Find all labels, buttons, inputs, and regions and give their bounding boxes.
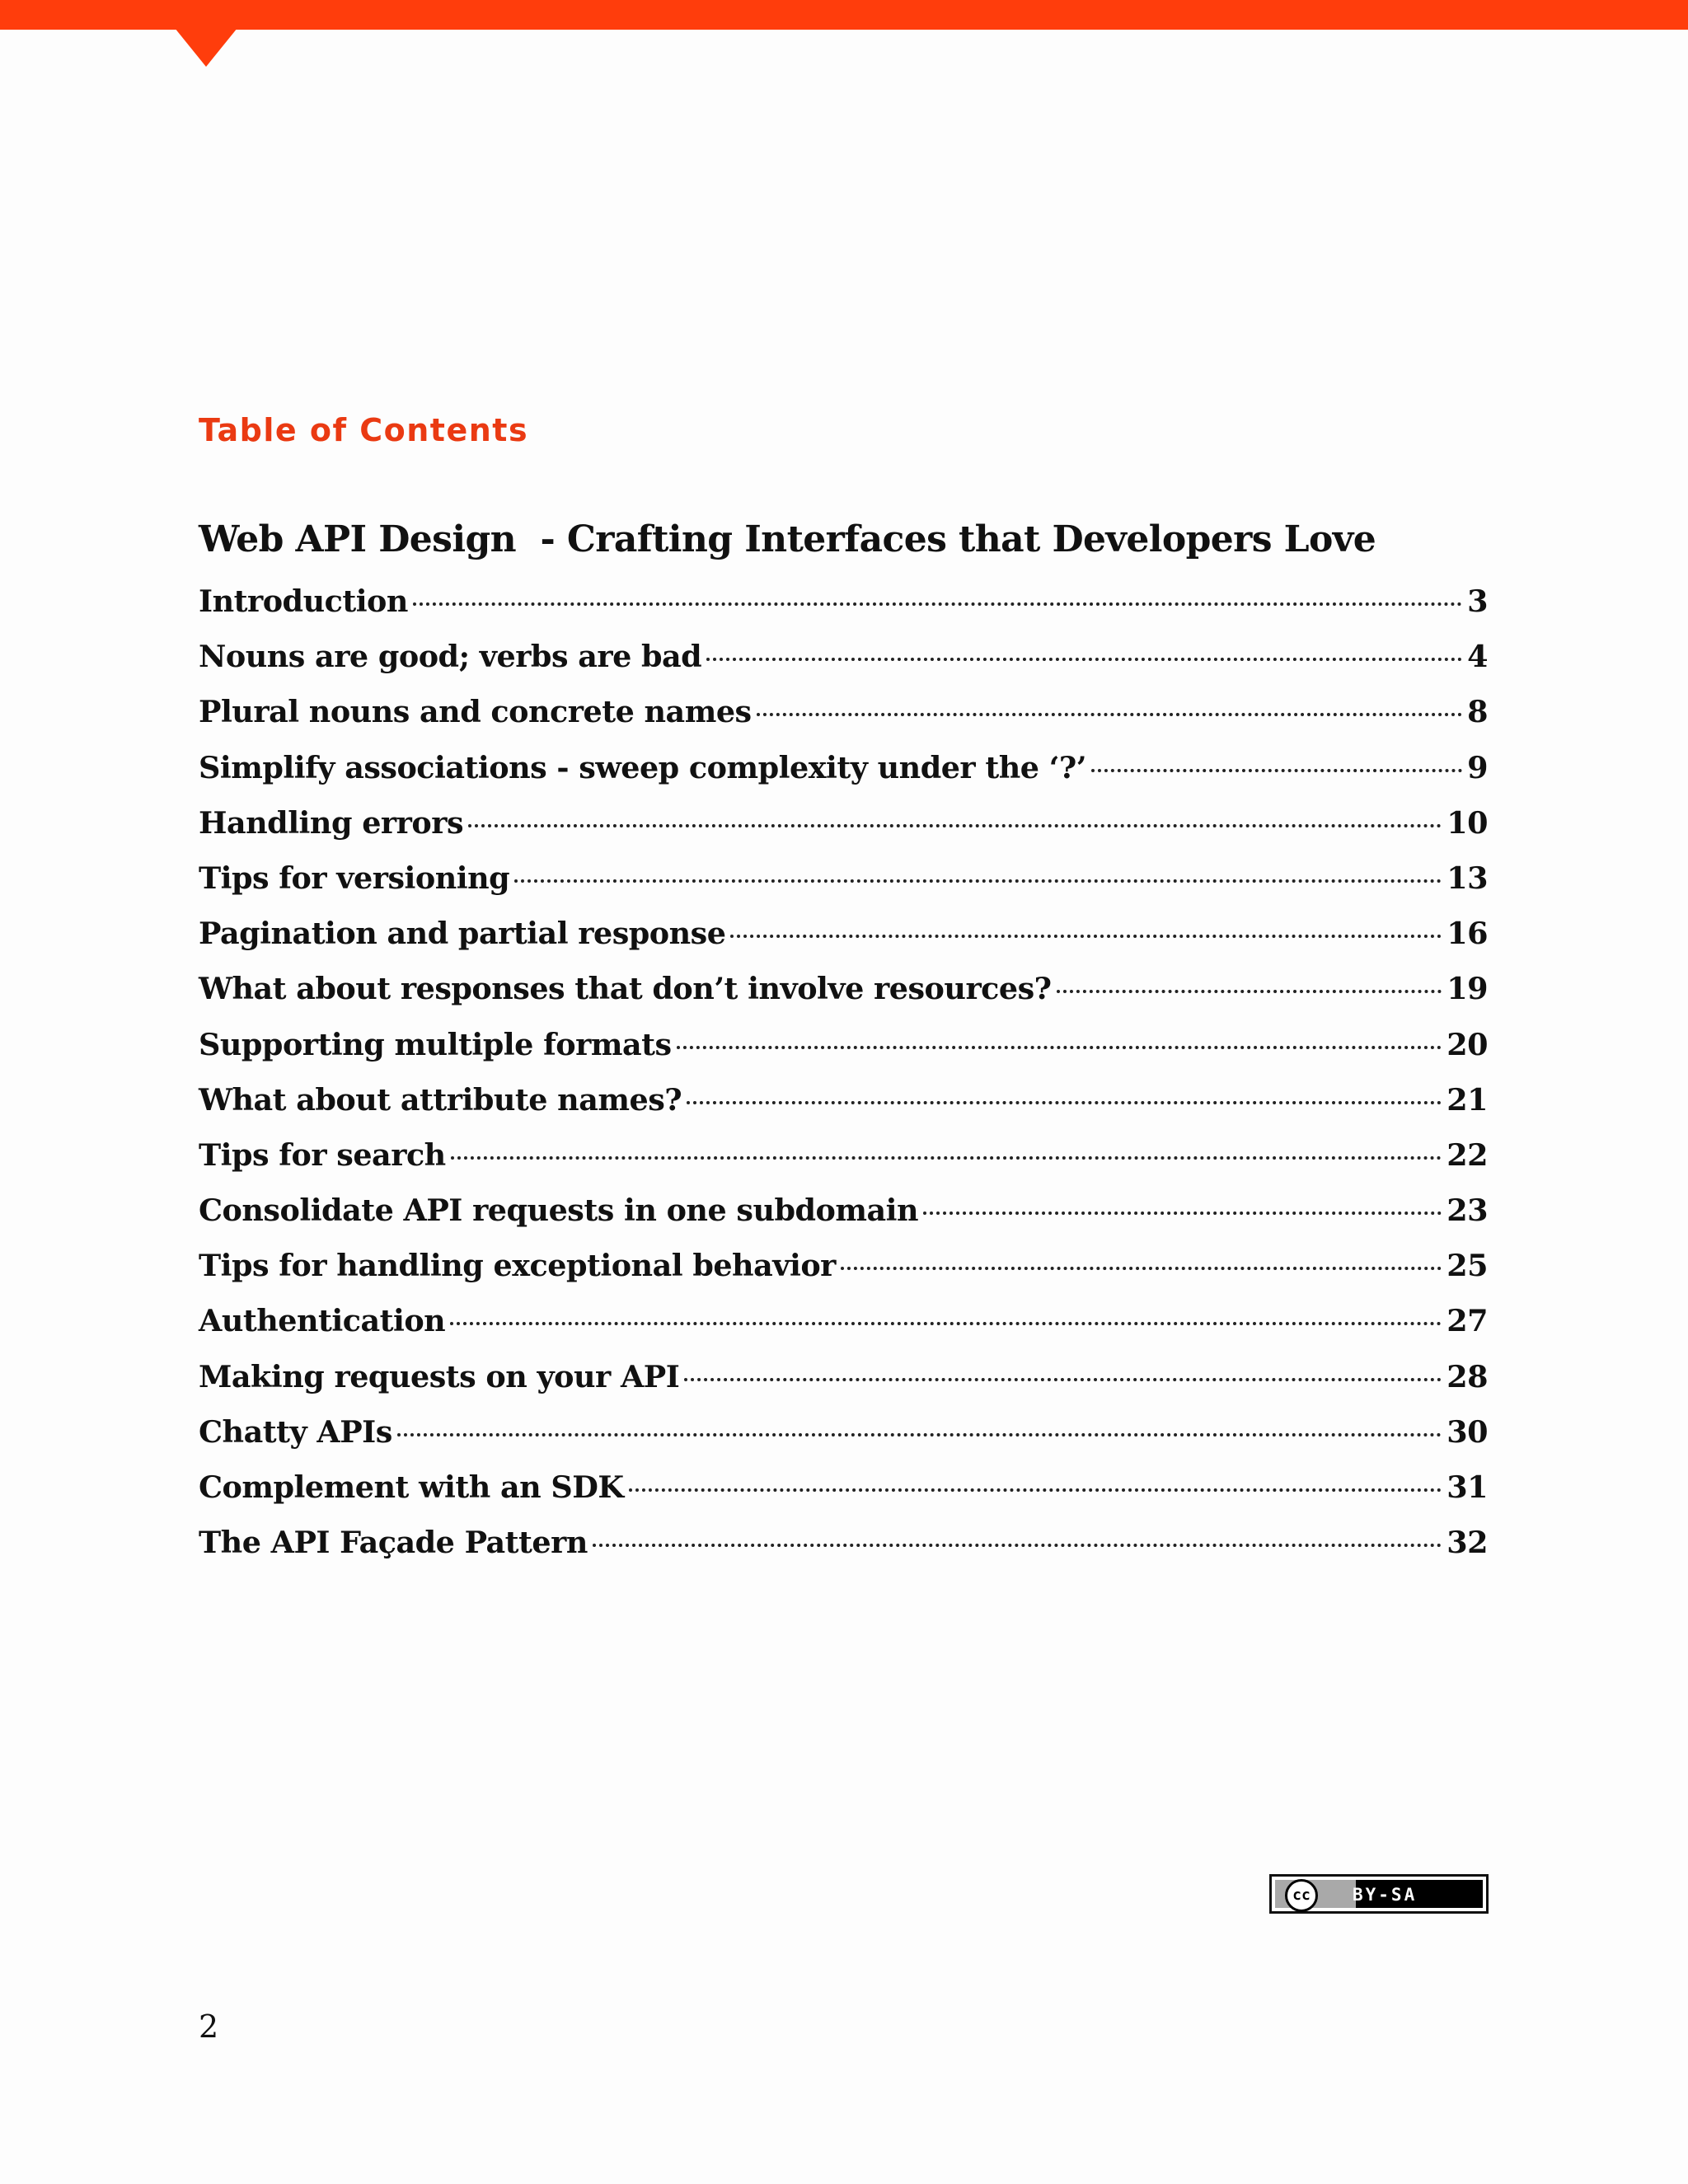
toc-entry[interactable] (199, 1349, 1488, 1404)
toc-entry-label: Chatty APIs (199, 1413, 392, 1450)
toc-dot-leader (450, 1322, 1442, 1325)
toc-entry-page-number: 19 (1447, 971, 1488, 1007)
toc-entry-page-number: 3 (1467, 583, 1488, 619)
toc-entry-page-number: 9 (1467, 749, 1488, 785)
toc-dot-leader (451, 1156, 1442, 1160)
cc-license-text: BY-SA (1353, 1885, 1418, 1905)
toc-entry-label: The API Façade Pattern (199, 1525, 588, 1561)
toc-entry[interactable] (199, 1404, 1488, 1460)
toc-entry-page-number: 8 (1467, 694, 1488, 730)
toc-dot-leader (730, 935, 1442, 938)
top-accent-bar (0, 0, 1688, 30)
toc-entry[interactable] (199, 1127, 1488, 1183)
toc-entry-page-number: 31 (1447, 1469, 1488, 1505)
toc-entry-label: Tips for handling exceptional behavior (199, 1248, 836, 1284)
toc-entry[interactable] (199, 1183, 1488, 1238)
toc-entry-label: What about attribute names? (199, 1081, 682, 1118)
toc-entry-label: Tips for search (199, 1137, 446, 1173)
toc-dot-leader (1091, 769, 1462, 772)
toc-entry-label: Complement with an SDK (199, 1469, 624, 1505)
toc-entry-label: Introduction (199, 583, 408, 619)
toc-entry-label: Pagination and partial response (199, 916, 726, 952)
toc-entry-label: Plural nouns and concrete names (199, 694, 752, 730)
toc-entry[interactable] (199, 574, 1488, 629)
toc-entry[interactable] (199, 1238, 1488, 1293)
cc-badge-body (1275, 1880, 1483, 1908)
accent-notch-triangle (175, 28, 237, 67)
toc-entry-page-number: 4 (1467, 639, 1488, 675)
toc-entry-page-number: 23 (1447, 1193, 1488, 1229)
toc-entry-page-number: 21 (1447, 1081, 1488, 1118)
toc-dot-leader (757, 713, 1463, 716)
toc-entry[interactable] (199, 1072, 1488, 1127)
toc-dot-leader (514, 879, 1442, 883)
toc-dot-leader (684, 1378, 1442, 1381)
toc-dot-leader (629, 1488, 1442, 1492)
toc-entry-page-number: 25 (1447, 1248, 1488, 1284)
toc-dot-leader (677, 1046, 1442, 1049)
toc-entry-page-number: 28 (1447, 1358, 1488, 1394)
toc-entry[interactable] (199, 851, 1488, 906)
page-number: 2 (199, 2008, 219, 2045)
toc-entry[interactable] (199, 1515, 1488, 1570)
toc-entry-label: Simplify associations - sweep complexity under the ‘?’ (199, 749, 1087, 785)
toc-dot-leader (413, 602, 1462, 606)
toc-entry-page-number: 30 (1447, 1413, 1488, 1450)
toc-entry-label: Tips for versioning (199, 860, 510, 896)
toc-entry-page-number: 10 (1447, 804, 1488, 841)
toc-entry-label: Making requests on your API (199, 1358, 680, 1394)
toc-entry[interactable] (199, 684, 1488, 739)
toc-entry-page-number: 13 (1447, 860, 1488, 896)
toc-dot-leader (468, 824, 1442, 827)
toc-entry-label: Supporting multiple formats (199, 1026, 672, 1062)
toc-entry[interactable] (199, 1460, 1488, 1515)
toc-list (199, 574, 1488, 1570)
toc-entry-page-number: 16 (1447, 916, 1488, 952)
cc-icon: cc (1285, 1879, 1318, 1912)
toc-entry[interactable] (199, 629, 1488, 684)
toc-dot-leader (706, 658, 1462, 661)
toc-entry-page-number: 20 (1447, 1026, 1488, 1062)
toc-entry-page-number: 27 (1447, 1303, 1488, 1339)
cc-by-sa-license-badge[interactable] (1269, 1874, 1489, 1914)
book-title: Web API Design - Crafting Interfaces that Developers Love (199, 518, 1376, 560)
toc-entry[interactable] (199, 795, 1488, 851)
toc-dot-leader (687, 1101, 1442, 1104)
toc-entry-label: Consolidate API requests in one subdomain (199, 1193, 919, 1229)
toc-dot-leader (923, 1212, 1442, 1215)
toc-entry[interactable] (199, 906, 1488, 961)
toc-heading: Table of Contents (199, 412, 529, 448)
toc-dot-leader (841, 1267, 1442, 1270)
toc-dot-leader (1057, 990, 1442, 993)
toc-entry-label: Handling errors (199, 804, 463, 841)
toc-dot-leader (397, 1433, 1442, 1436)
toc-entry-label: Authentication (199, 1303, 446, 1339)
toc-entry-label: What about responses that don’t involve resources? (199, 971, 1052, 1007)
toc-dot-leader (593, 1544, 1442, 1547)
toc-entry[interactable] (199, 1293, 1488, 1348)
toc-entry-label: Nouns are good; verbs are bad (199, 639, 702, 675)
toc-entry-page-number: 22 (1447, 1137, 1488, 1173)
toc-entry[interactable] (199, 961, 1488, 1016)
toc-entry[interactable] (199, 740, 1488, 795)
toc-entry[interactable] (199, 1017, 1488, 1072)
toc-entry-page-number: 32 (1447, 1525, 1488, 1561)
